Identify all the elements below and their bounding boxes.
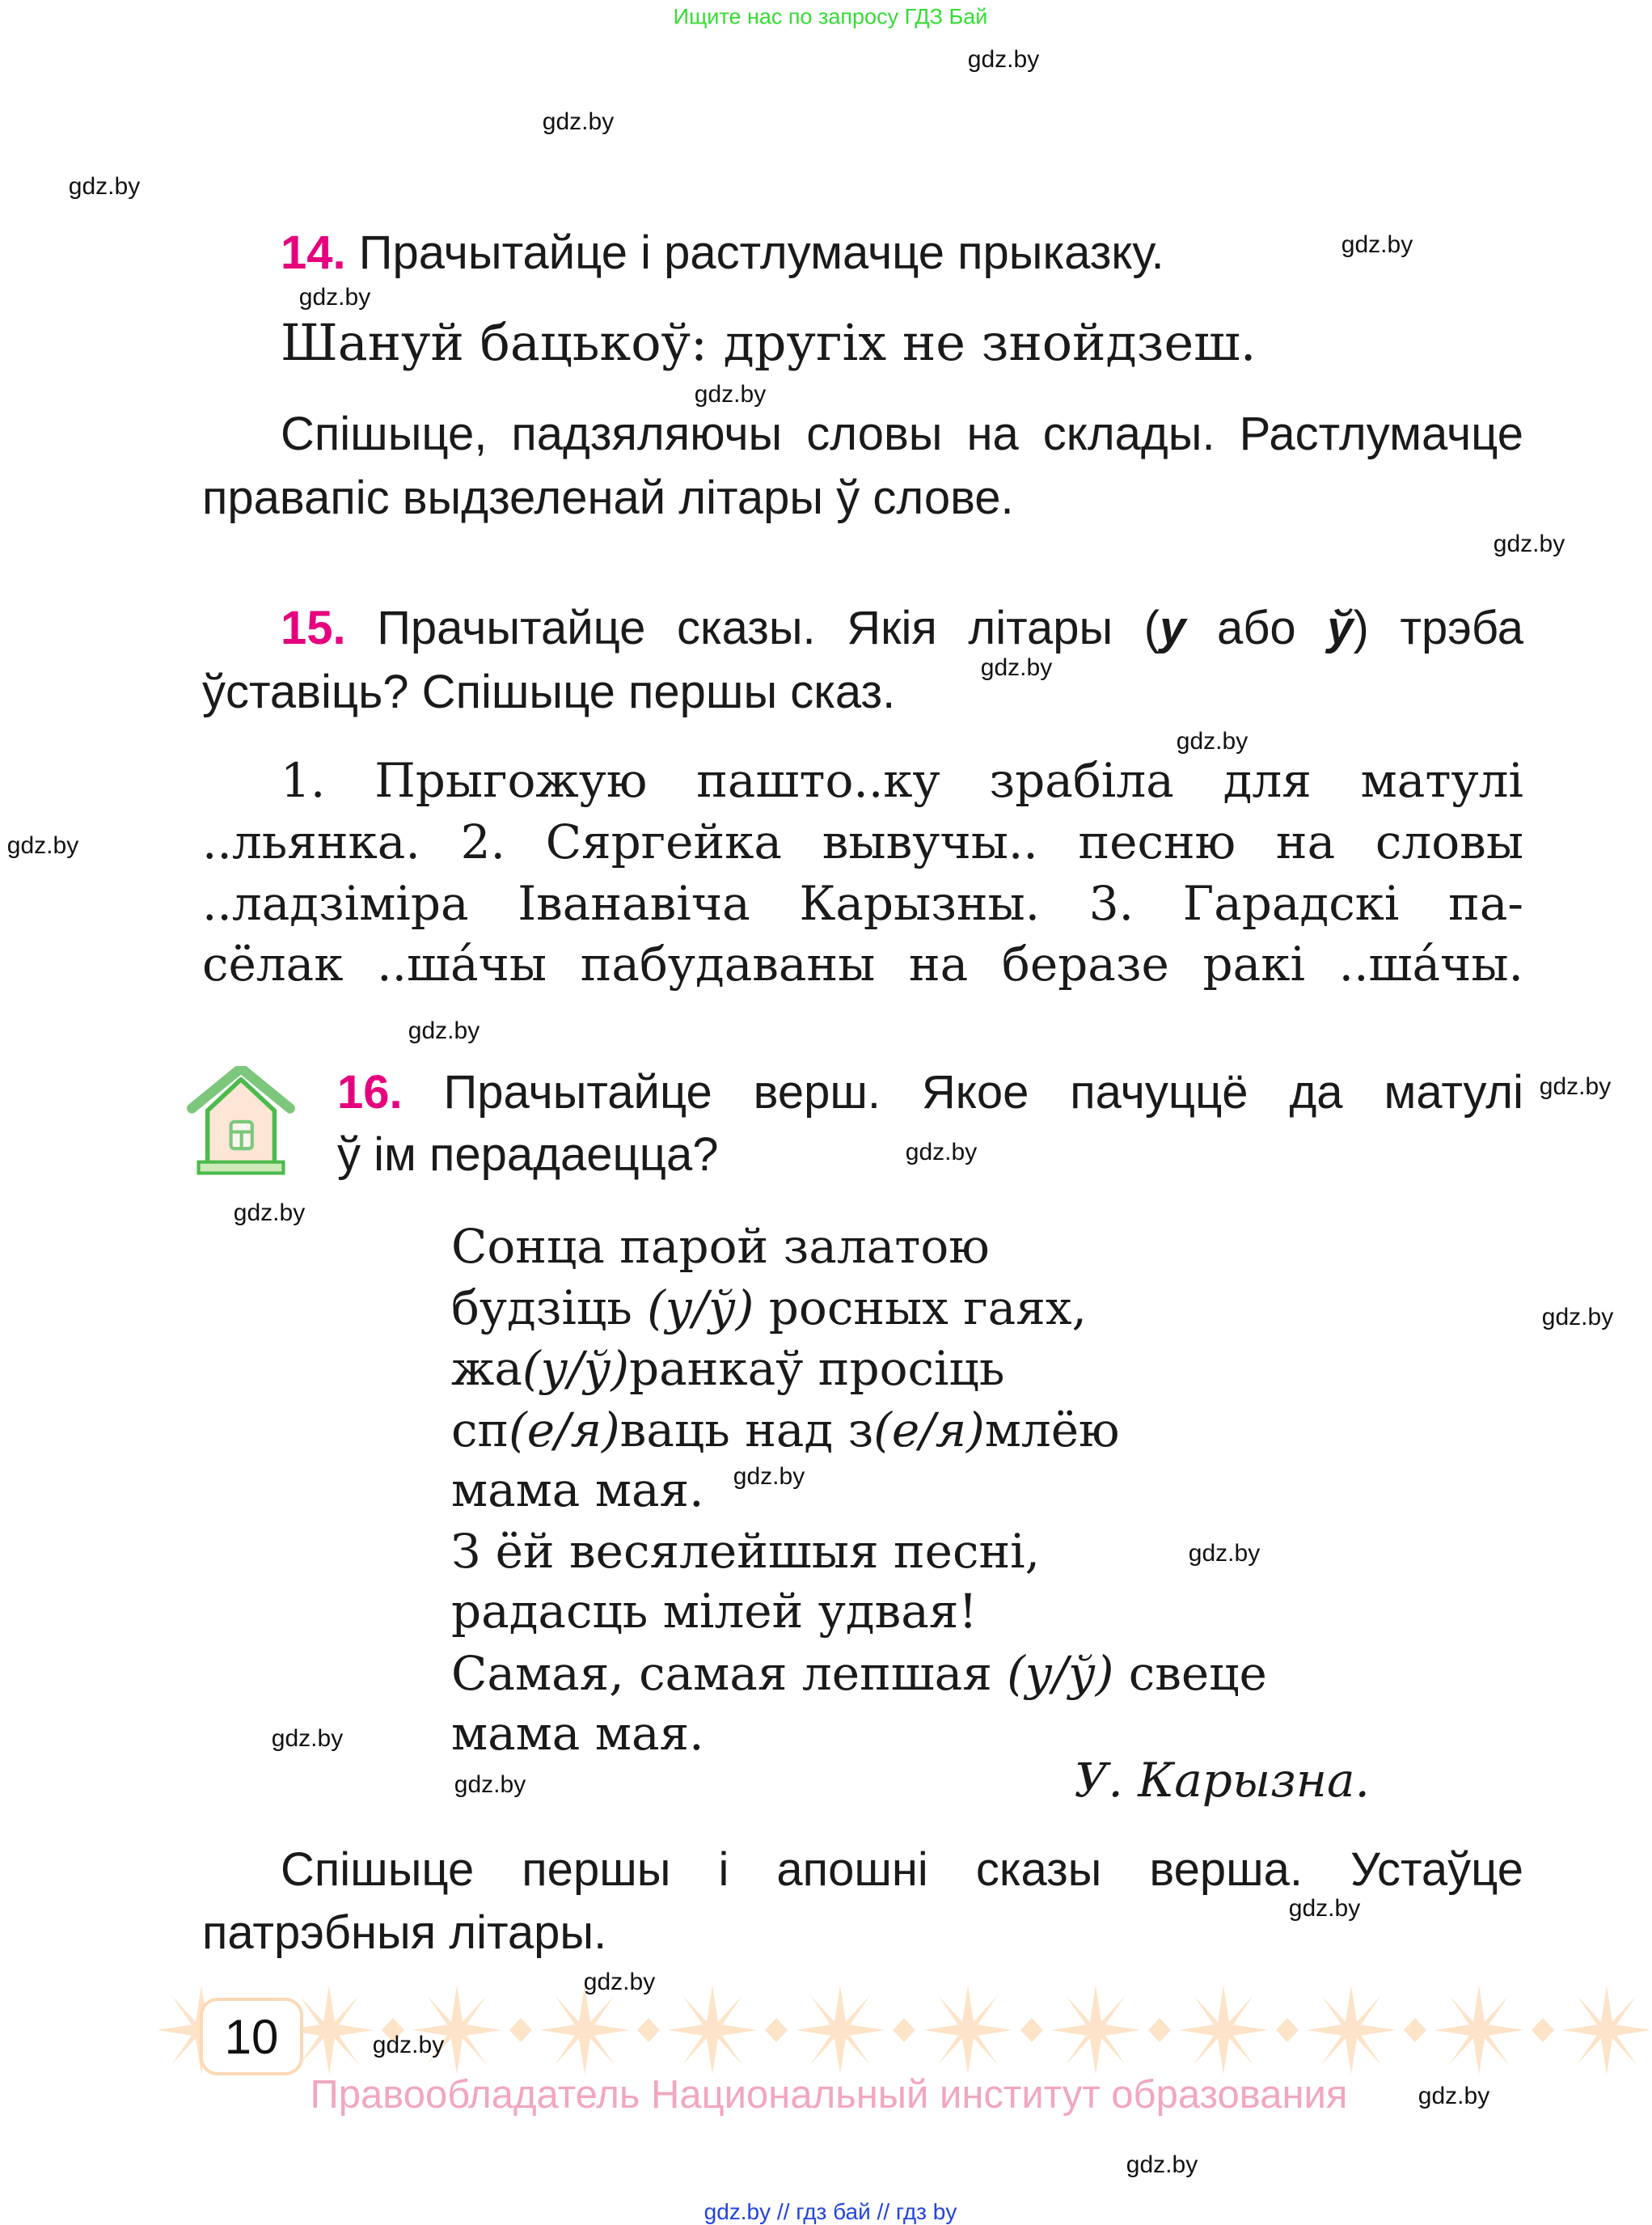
text-segment: ) трэба xyxy=(1353,602,1523,654)
watermark: gdz.by xyxy=(1541,1304,1614,1330)
task15-heading-line2: ўставіць? Спішыце першы сказ. xyxy=(202,666,896,718)
instruction-line: Спішыце першы і апошні сказы верша. Устаўце xyxy=(281,1843,1523,1896)
poem-line xyxy=(451,1641,1267,1706)
text-segment: мама мая. xyxy=(451,1462,704,1517)
task16-heading xyxy=(337,1060,1523,1125)
highlighted-text: (е/я) xyxy=(873,1402,985,1457)
watermark: gdz.by xyxy=(967,46,1040,73)
footer-links[interactable]: gdz.by // гдз бай // гдз by xyxy=(703,2199,957,2224)
watermark: gdz.by xyxy=(583,1969,656,1995)
watermark: gdz.by xyxy=(1493,531,1565,557)
poem-author: У. Карызна. xyxy=(1074,1753,1370,1808)
instruction-line: Спішыце, падзяляючы словы на склады. Растлумачце xyxy=(281,408,1523,460)
text-segment: росных гаях, xyxy=(754,1280,1087,1335)
watermark: gdz.by xyxy=(1188,1540,1261,1567)
highlighted-text: (у/ў) xyxy=(1007,1646,1114,1701)
watermark: gdz.by xyxy=(1341,231,1413,258)
task16-heading-line2: ў ім перадаецца? xyxy=(337,1128,719,1181)
poem-line xyxy=(451,1336,1004,1401)
poem-line xyxy=(451,1275,1087,1340)
text-segment: Самая, самая лепшая xyxy=(451,1646,1008,1701)
instruction-line: патрэбныя літары. xyxy=(202,1906,607,1959)
watermark: gdz.by xyxy=(980,654,1053,681)
exercise-line: сёлак ..ша́чы пабудаваны на беразе ракі ..ша́чы. xyxy=(202,937,1523,992)
watermark: gdz.by xyxy=(408,1017,480,1044)
exercise-line: ..ладзіміра Іванавіча Карызны. 3. Гарадскі па- xyxy=(202,876,1523,931)
task14-heading xyxy=(281,221,1164,286)
watermark: gdz.by xyxy=(1176,728,1249,755)
watermark: gdz.by xyxy=(733,1463,805,1490)
task-number: 16. xyxy=(337,1066,403,1119)
poem-line xyxy=(451,1398,1120,1462)
highlighted-text: ў xyxy=(1327,602,1354,654)
watermark: gdz.by xyxy=(694,381,767,408)
watermark: gdz.by xyxy=(68,173,141,200)
text-segment: Прачытайце сказы. Якія літары ( xyxy=(345,602,1160,654)
watermark: gdz.by xyxy=(1418,2083,1490,2109)
exercise-line: 1. Прыгожую пашто..ку зрабіла для матулі xyxy=(281,753,1523,808)
task-title xyxy=(346,602,1523,654)
watermark: gdz.by xyxy=(372,2032,445,2058)
watermark: gdz.by xyxy=(1126,2151,1198,2178)
text-segment: сп xyxy=(451,1402,509,1457)
proverb: Шануй бацькоў: другіх не знойдзеш. xyxy=(281,313,1257,372)
text-segment: будзіць xyxy=(451,1280,648,1335)
watermark: gdz.by xyxy=(1539,1073,1612,1100)
house-icon xyxy=(185,1066,297,1178)
poem-line xyxy=(451,1701,704,1766)
highlighted-text: (у/ў) xyxy=(522,1341,630,1396)
text-segment: З ёй весялейшыя песні, xyxy=(451,1524,1041,1579)
search-hint: Ищите нас по запросу ГДЗ Бай xyxy=(673,4,988,29)
watermark: gdz.by xyxy=(454,1771,526,1798)
task-number: 14. xyxy=(281,226,346,279)
watermark: gdz.by xyxy=(271,1725,344,1752)
page-number: 10 xyxy=(200,1998,303,2075)
text-segment: мама мая. xyxy=(451,1706,704,1761)
watermark: gdz.by xyxy=(298,284,371,311)
text-segment: свеце xyxy=(1113,1646,1267,1701)
instruction-line: правапіс выдзеленай літары ў слове. xyxy=(202,472,1014,524)
text-segment: Сонца парой залатою xyxy=(451,1219,990,1274)
text-segment: ваць над з xyxy=(619,1402,874,1457)
task-number: 15. xyxy=(281,602,346,654)
watermark: gdz.by xyxy=(1288,1895,1361,1922)
highlighted-text: у xyxy=(1160,602,1186,654)
poem-line xyxy=(451,1457,704,1522)
watermark: gdz.by xyxy=(233,1199,306,1226)
text-segment: млёю xyxy=(984,1402,1120,1457)
copyright-notice: Правообладатель Национальный институт образования xyxy=(310,2073,1348,2117)
watermark: gdz.by xyxy=(905,1139,978,1165)
watermark: gdz.by xyxy=(542,108,615,135)
text-segment: радасць мілей удвая! xyxy=(451,1584,978,1639)
task15-heading xyxy=(281,596,1523,661)
highlighted-text: (е/я) xyxy=(509,1402,620,1457)
text-segment: жа xyxy=(451,1341,522,1396)
text-segment: або xyxy=(1185,602,1328,654)
watermark: gdz.by xyxy=(6,832,79,859)
exercise-line: ..льянка. 2. Сяргейка вывучы.. песню на словы xyxy=(202,814,1523,869)
poem-line xyxy=(451,1579,978,1643)
poem-line xyxy=(451,1519,1040,1584)
task-title: Прачытайце і растлумачце прыказку. xyxy=(345,226,1164,279)
ornament-band xyxy=(157,1986,1652,2075)
text-segment: ранкаў просіць xyxy=(629,1341,1005,1396)
highlighted-text: (у/ў) xyxy=(647,1280,754,1335)
task-title: Прачытайце верш. Якое пачуццё да матулі xyxy=(402,1066,1523,1119)
poem-line xyxy=(451,1214,990,1279)
